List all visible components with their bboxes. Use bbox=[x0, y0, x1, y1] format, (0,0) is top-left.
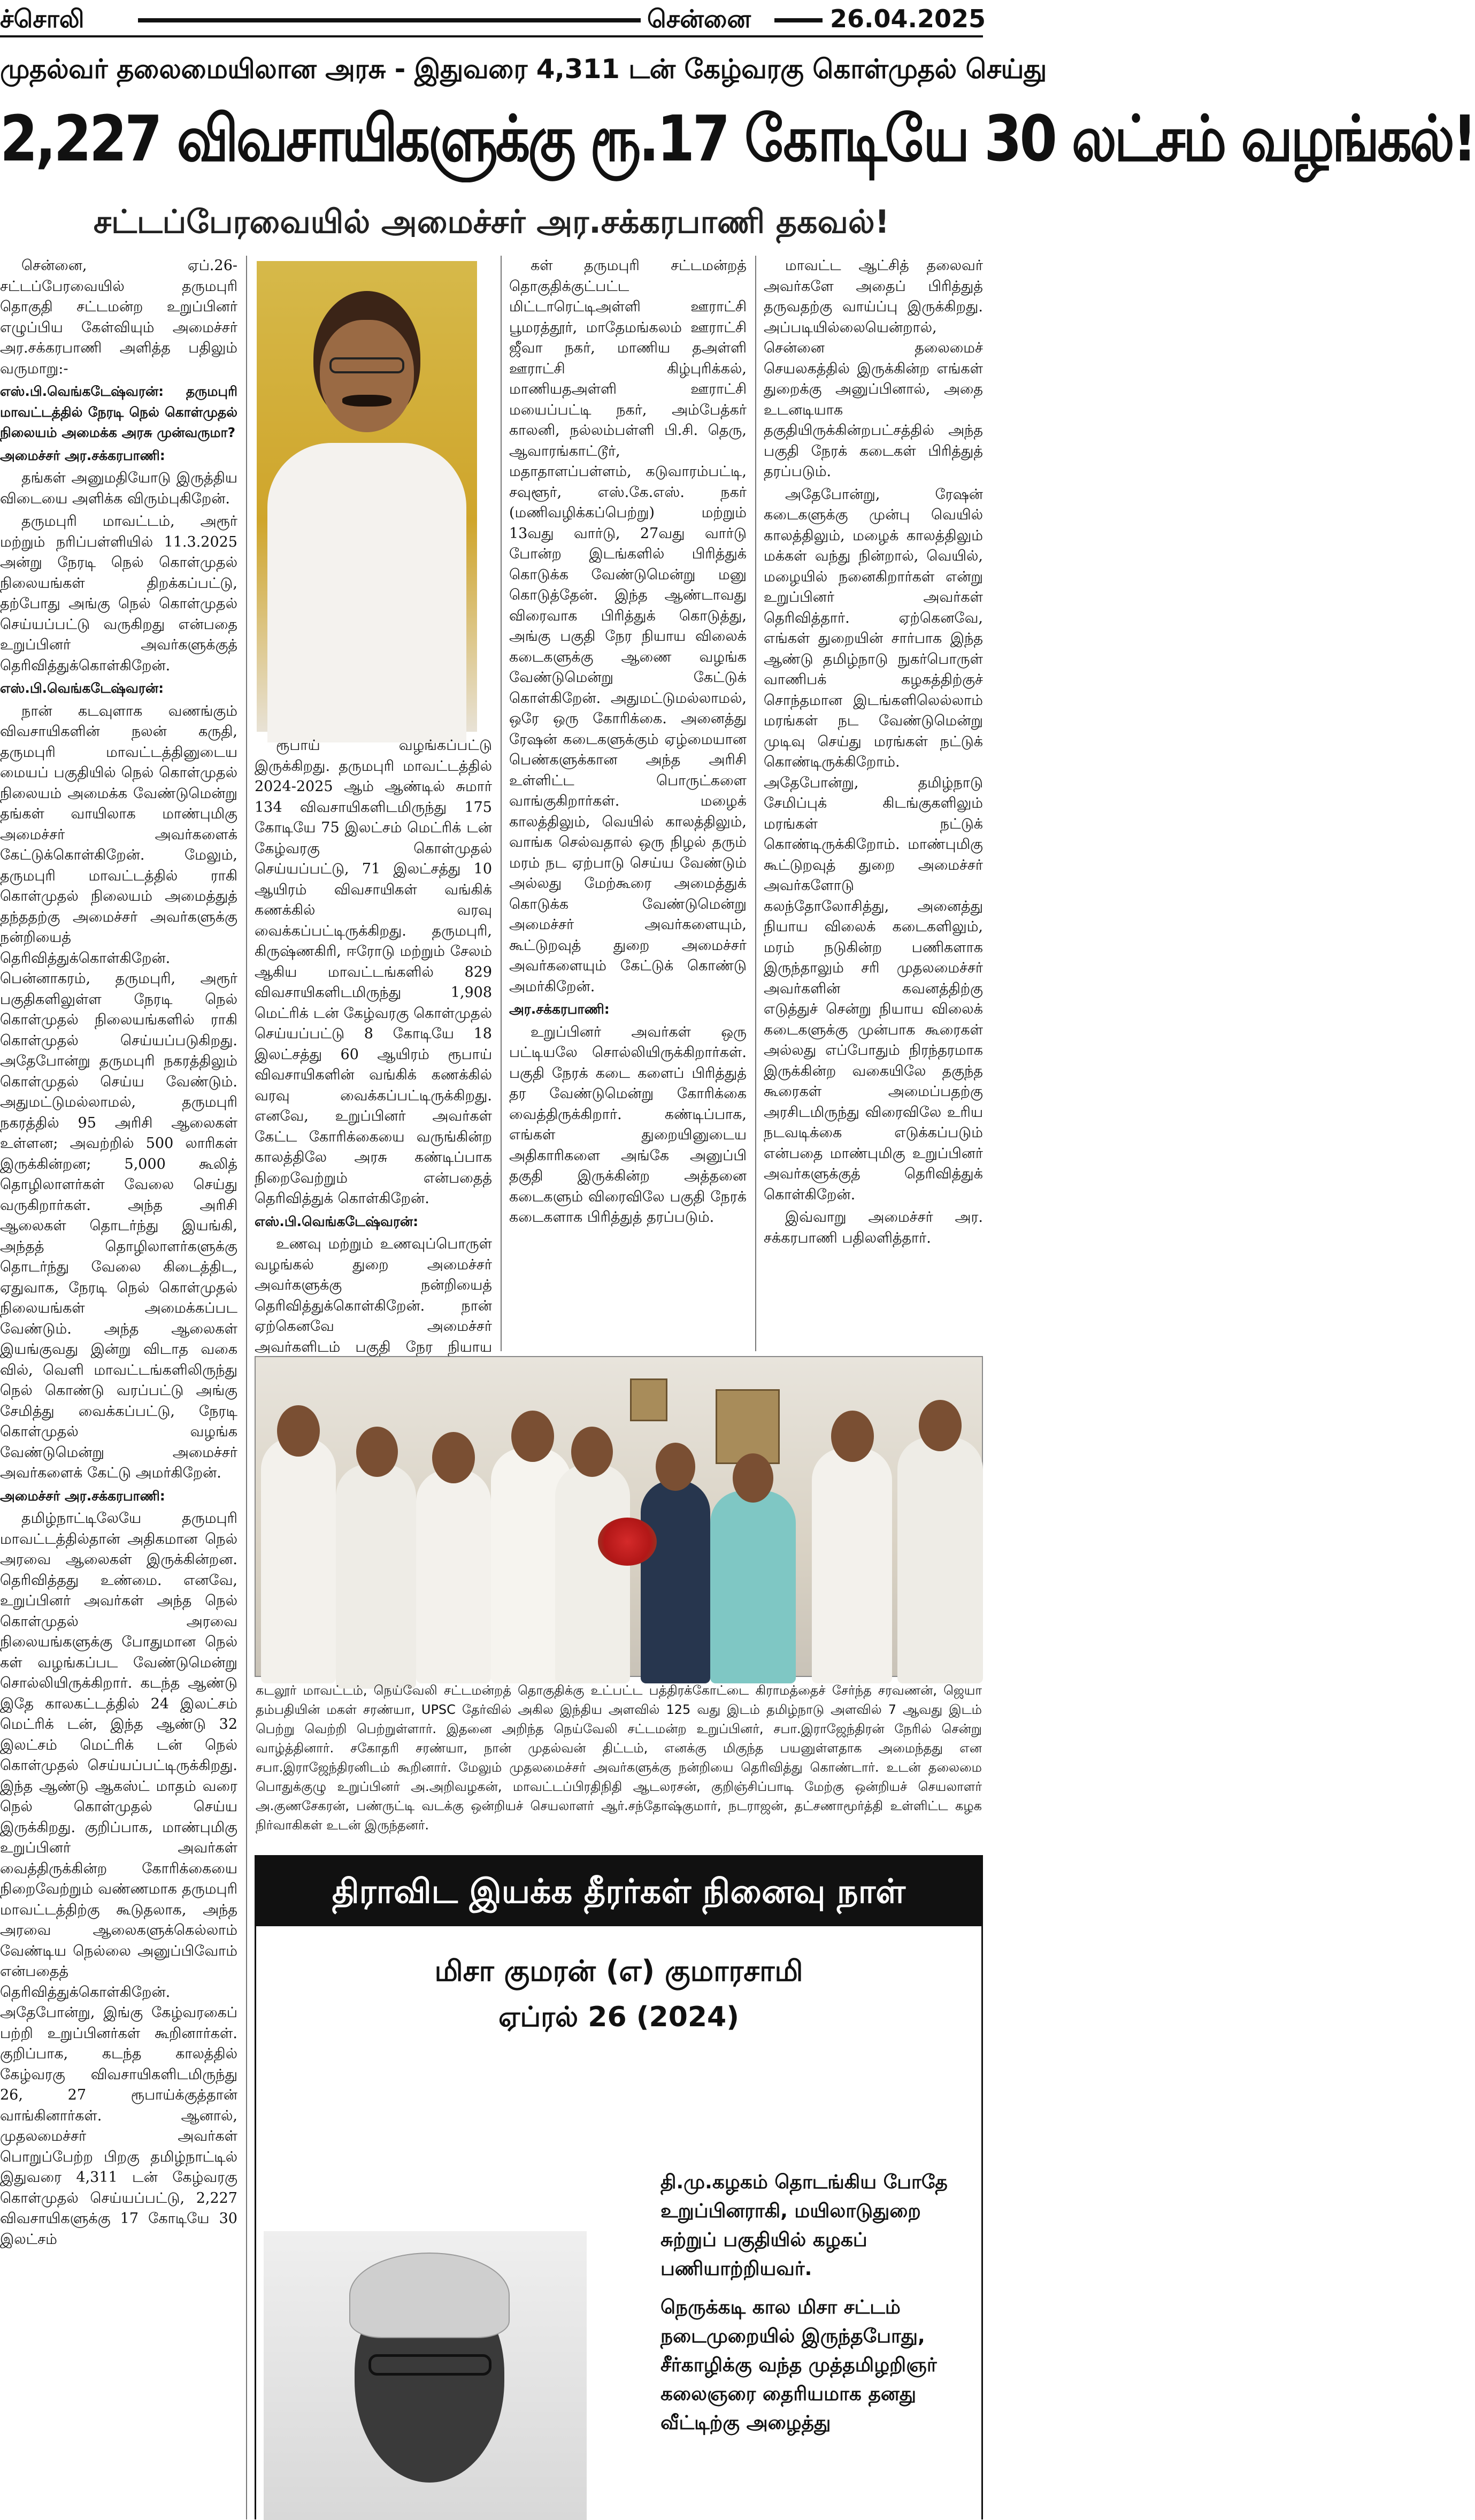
edition-city: சென்னை bbox=[647, 4, 751, 33]
bio-paragraph: நெருக்கடி கால மிசா சட்டம் நடைமுறையில் இருந்தபோது, சீர்காழிக்கு வந்த முத்தமிழறிஞர் கலைஞரை தைரியமாக தனது வீட்டிற்கு அழைத்து bbox=[660, 2296, 937, 2434]
speaker-line: அமைச்சர் அர.சக்கரபாணி: bbox=[0, 1488, 165, 1504]
flower-bouquet bbox=[598, 1518, 657, 1566]
remembered-person-photo bbox=[264, 2231, 587, 2520]
portrait-face bbox=[320, 320, 414, 432]
article-paragraph: ரூபாய் வழங்கப்பட்டு இருக்கிறது. தருமபுரி மாவட்டத்தில் 2024-2025 ஆம் ஆண்டில் சுமார் 134 விவசாயிகளிடமிருந்து 175 கோடியே 75 இலட்சம் மெட்ரிக் டன் கேழ்வரகு கொள்முதல் செய்யப்பட்டு, 71 இலட்சத்து 10 ஆயிரம் விவசாயிகள் வங்கிக் கணக்கில் வரவு வைக்கப்பட்டிருக்கிறது. தருமபுரி, கிருஷ்ணகிரி, ஈரோடு மற்றும் சேலம் ஆகிய மாவட்டங்களில் 829 விவசாயிகளிடமிருந்து 1,908 மெட்ரிக் டன் கேழ்வரகு கொள்முதல் செய்யப்பட்டு 8 கோடியே 18 இலட்சத்து 60 ஆயிரம் ரூபாய் விவசாயிகளின் வங்கிக் கணக்கில் வரவு வைக்கப்பட்டிருக்கிறது. எனவே, உறுப்பினர் அவர்கள் கேட்ட கோரிக்கையை வருங்கின்ற காலத்திலே அரசு கண்டிப்பாக நிறைவேற்றும் என்பதைத் தெரிவித்துக் கொள்கிறேன். bbox=[255, 737, 492, 1207]
article-column-3 bbox=[509, 256, 747, 1351]
article-column-1 bbox=[0, 256, 237, 2519]
remembrance-box bbox=[255, 1855, 983, 2519]
person-head bbox=[733, 1453, 773, 1503]
bio-paragraph: தி.மு.கழகம் தொடங்கிய போதே உறுப்பினராகி, மயிலாடுதுறை சுற்றுப் பகுதியில் கழகப் பணியாற்றியவர். bbox=[660, 2171, 948, 2280]
kicker-line: முதல்வர் தலைமையிலான அரசு - இதுவரை 4,311 டன் கேழ்வரகு கொள்முதல் செய்து bbox=[0, 53, 1047, 85]
person bbox=[897, 1437, 983, 1683]
person-head bbox=[432, 1432, 475, 1483]
person bbox=[812, 1448, 892, 1683]
person bbox=[641, 1480, 710, 1683]
person-head bbox=[656, 1443, 695, 1491]
remembrance-bio bbox=[660, 2168, 971, 2447]
masthead bbox=[0, 0, 986, 37]
person-head bbox=[356, 1427, 398, 1477]
remembrance-banner: திராவிட இயக்க தீரர்கள் நினைவு நாள் bbox=[256, 1857, 981, 1926]
speaker-line: எஸ்.பி.வெங்கடேஷ்வரன்: bbox=[255, 1213, 419, 1229]
remembrance-date: ஏப்ரல் 26 (2024) bbox=[498, 2001, 740, 2033]
photo-glasses bbox=[368, 2354, 491, 2376]
article-paragraph: தருமபுரி மாவட்டம், அரூர் மற்றும் நரிப்பள்ளியில் 11.3.2025 அன்று நேரடி நெல் கொள்முதல் நிலையங்கள் திறக்கப்பட்டு, தற்போது அங்கு நெல் கொள்முதல் செய்யப்பட்டு வருகிறது என்பதை உறுப்பினர் அவர்களுக்குத் தெரிவித்துக்கொள்கிறேன். bbox=[0, 513, 237, 674]
group-photo bbox=[255, 1356, 983, 1677]
minister-portrait bbox=[257, 261, 477, 732]
person bbox=[336, 1464, 416, 1689]
person bbox=[710, 1491, 796, 1683]
person-head bbox=[511, 1411, 554, 1462]
person-head bbox=[831, 1411, 874, 1462]
column-divider bbox=[246, 256, 247, 2519]
article-paragraph: அதேபோன்று, ரேஷன் கடைகளுக்கு முன்பு வெயில் காலத்திலும், மழைக் காலத்திலும் மக்கள் வந்து நின்றால், வெயில், மழையில் நனைகிறார்கள் என்று உறுப்பினர் அவர்கள் தெரிவித்தார். ஏற்கெனவே, எங்கள் துறையின் சார்பாக இந்த ஆண்டு தமிழ்நாடு நுகர்பொருள் வாணிபக் கழகத்திற்குச் சொந்தமான இடங்களிலெல்லாம் மரங்கள் நட வேண்டுமென்று முடிவு செய்து மரங்கள் நட்டுக் கொண்டிருக்கிறோம். அதேபோன்று, தமிழ்நாடு சேமிப்புக் கிடங்குகளிலும் மரங்கள் நட்டுக் கொண்டிருக்கிறோம். மாண்புமிகு கூட்டுறவுத் துறை அமைச்சர் அவர்களோடு கலந்தோலோசித்து, அனைத்து நியாய விலைக் கடைகளிலும், மரம் நடுகின்ற பணிகளாக இருந்தாலும் சரி முதலமைச்சர் அவர்களின் கவனத்திற்கு எடுத்துச் சென்று நியாய விலைக் கடைகளுக்கு முன்பாக கூரைகள் அல்லது எப்போதும் நிரந்தரமாக இருக்கின்ற வகையிலே தகுந்த கூரைகள் அமைப்பதற்கு அரசிடமிருந்து விரைவிலே உரிய நடவடிக்கை எடுக்கப்படும் என்பதை மாண்புமிகு உறுப்பினர் அவர்களுக்குத் தெரிவித்துக் கொள்கிறேன். bbox=[764, 486, 983, 1203]
article-paragraph: மாவட்ட ஆட்சித் தலைவர் அவர்களே அதைப் பிரித்துத் தருவதற்கு வாய்ப்பு இருக்கிறது. அப்படியில்லையென்றால், சென்னை தலைமைச் செயலகத்தில் இருக்கின்ற எங்கள் துறைக்கு அனுப்பினால், அதை உடனடியாக தகுதியிருக்கின்றபட்சத்தில் அந்த பகுதி நேரக் கடைகள் பிரித்துத் தரப்படும். bbox=[764, 257, 983, 480]
portrait-glasses bbox=[329, 357, 404, 373]
article-paragraph: நான் கடவுளாக வணங்கும் விவசாயிகளின் நலன் கருதி, தருமபுரி மாவட்டத்தினுடைய மையப் பகுதியில் நெல் கொள்முதல் நிலையம் அமைக்க வேண்டுமென்று தங்கள் வாயிலாக மாண்புமிகு அமைச்சர் அவர்களைக் கேட்டுக்கொள்கிறேன். மேலும், தருமபுரி மாவட்டத்தில் ராகி கொள்முதல் நிலையம் அமைத்துத் தந்ததற்கு அமைச்சர் அவர்களுக்கு நன்றியைத் தெரிவித்துக்கொள்கிறேன். பென்னாகரம், தருமபுரி, அரூர் பகுதிகளிலுள்ள நேரடி நெல் கொள்முதல் நிலையங்களில் ராகி கொள்முதல் செய்யப்படுகிறது. அதேபோன்று தருமபுரி நகரத்திலும் கொள்முதல் செய்ய வேண்டும். அதுமட்டுமல்லாமல், தருமபுரி நகரத்தில் 95 அரிசி ஆலைகள் உள்ளன; அவற்றில் 500 லாரிகள் இருக்கின்றன; 5,000 கூலித் தொழிலாளர்கள் வேலை செய்து வருகிறார்கள். அந்த அரிசி ஆலைகள் தொடர்ந்து இயங்கி, அந்தத் தொழிலாளர்களுக்கு தொடர்ந்து வேலை கிடைத்திட, ஏதுவாக, நேரடி நெல் கொள்முதல் நிலையங்கள் அமைக்கப்பட வேண்டும். அந்த ஆலைகள் இயங்குவது இன்று விடாத வகை வில், வெளி மாவட்டங்களிலிருந்து நெல் கொண்டு வரப்பட்டு அங்கு சேமித்து வைக்கப்பட்டு, நேரடி கொள்முதல் வழங்க வேண்டுமென்று அமைச்சர் அவர்களைக் கேட்டு அமர்கிறேன். bbox=[0, 702, 237, 1481]
person bbox=[261, 1437, 336, 1683]
masthead-rule-right bbox=[774, 18, 823, 22]
masthead-rule bbox=[138, 18, 641, 22]
main-headline: 2,227 விவசாயிகளுக்கு ரூ.17 கோடியே 30 லட்சம் வழங்கல்! bbox=[0, 102, 1475, 175]
article-paragraph: தங்கள் அனுமதியோடு இருத்திய விடையை அளிக்க விரும்புகிறேன். bbox=[0, 470, 237, 507]
article-paragraph: உணவு மற்றும் உணவுப்பொருள் வழங்கல் துறை அமைச்சர் அவர்களுக்கு நன்றியைத் தெரிவித்துக்கொள்கிறேன். நான் ஏற்கெனவே அமைச்சர் அவர்களிடம் பகுதி நேர நியாய bbox=[255, 1236, 492, 1355]
remembered-person-name: மிசா குமரன் (எ) குமாரசாமி bbox=[434, 1954, 803, 1988]
column-divider bbox=[501, 256, 502, 1351]
photo-hair bbox=[349, 2253, 510, 2338]
article-paragraph: கள் தருமபுரி சட்டமன்றத் தொகுதிக்குட்பட்ட மிட்டாரெட்டிஅள்ளி ஊராட்சி பூமரத்தூர், மாதேமங்கலம் ஊராட்சி ஜீவா நகர், மாணிய தஅள்ளி ஊராட்சி கிழ்புரிக்கல், மாணியதஅள்ளி ஊராட்சி மயைப்பட்டி நகர், அம்பேத்கர் காலனி, நல்லம்பள்ளி பி.சி. தெரு, ஆவாரங்காட்டூர், மதாதாளப்பள்ளம், கடுவாரம்பட்டி, சவுளூர், எஸ்.கே.எஸ். நகர் (மணிவழிக்கப்பெற்று) மற்றும் 13வது வார்டு, 27வது வார்டு போன்ற இடங்களில் பிரித்துக் கொடுக்க வேண்டுமென்று மனு கொடுத்தேன். இந்த ஆண்டாவது விரைவாக பிரித்துக் கொடுத்து, அங்கு பகுதி நேர நியாய விலைக் கடைகளுக்கு ஆணை வழங்க வேண்டுமென்று கேட்டுக் கொள்கிறேன். அதுமட்டுமல்லாமல், ஒரே ஒரு கோரிக்கை. அனைத்து ரேஷன் கடைகளுக்கும் ஏழ்மையான பெண்களுக்கான அந்த அரிசி உள்ளிட்ட பொருட்களை வாங்குகிறார்கள். மழைக் காலத்திலும், வெயில் காலத்திலும், வாங்க செல்வதால் ஒரு நிழல் தரும் மரம் நட ஏற்பாடு செய்ய வேண்டும் அல்லது மேற்கூரை அமைத்துக் கொடுக்க வேண்டுமென்று அமைச்சர் அவர்களையும், கூட்டுறவுத் துறை அமைச்சர் அவர்களையும் கேட்டுக் கொண்டு அமர்கிறேன். bbox=[509, 257, 747, 995]
article-paragraph: இவ்வாறு அமைச்சர் அர. சக்கரபாணி பதிலளித்தார். bbox=[764, 1209, 983, 1246]
masthead-underline bbox=[0, 35, 983, 37]
speaker-line: எஸ்.பி.வெங்கடேஷ்வரன்: தருமபுரி மாவட்டத்தில் நேரடி நெல் கொள்முதல் நிலையம் அமைக்க அரசு முன்வருமா? bbox=[0, 384, 237, 440]
person bbox=[555, 1464, 630, 1683]
speaker-line: அர.சக்கரபாணி: bbox=[509, 1001, 610, 1017]
article-paragraph: சென்னை, ஏப்.26- சட்டப்பேரவையில் தருமபுரி தொகுதி சட்டமன்ற உறுப்பினர் எழுப்பிய கேள்வியும் அமைச்சர் அர.சக்கரபாணி அளித்த பதிலும் வருமாறு:- bbox=[0, 257, 237, 377]
speaker-line: அமைச்சர் அர.சக்கரபாணி: bbox=[0, 447, 165, 463]
article-column-2 bbox=[255, 736, 492, 1355]
portrait-moustache bbox=[342, 395, 391, 407]
column-divider bbox=[755, 256, 756, 1351]
person-head bbox=[919, 1400, 962, 1451]
photo-caption: கடலூர் மாவட்டம், நெய்வேலி சட்டமன்றத் தொகுதிக்கு உட்பட்ட பத்திரக்கோட்டை கிராமத்தைச் சேர்ந்த சரவணன், ஜெயா தம்பதியின் மகள் சரண்யா, UPSC தேர்வில் அகில இந்திய அளவில் 125 வது இடம் தமிழ்நாடு அளவில் 7 ஆவது இடம் பெற்று வெற்றி பெற்றுள்ளார். இதனை அறிந்த நெய்வேலி சட்டமன்ற உறுப்பினர், சபா.இராஜேந்திரன் நேரில் சென்று வாழ்த்தினார். சகோதரி சரண்யா, நான் முதல்வன் திட்டம், எனக்கு மிகுந்த பயனுள்ளதாக அமைந்தது என சபா.இராஜேந்திரனிடம் கூறினார். மேலும் முதலமைச்சர் அவர்களுக்கு நன்றியை தெரிவித்து கொண்டார். உடன் தலைமை பொதுக்குழு உறுப்பினர் அ.அறிவழகன், மாவட்டப்பிரதிநிதி ஆடலரசன், குறிஞ்சிப்பாடி மேற்கு ஒன்றியச் செயலாளர் அ.குணசேகரன், பண்ருட்டி வடக்கு ஒன்றியச் செயலாளர் ஆர்.சந்தோஷ்குமார், நடராஜன், தட்சணாமூர்த்தி உள்ளிட்ட கழக நிர்வாகிகள் உடன் இருந்தனர். bbox=[256, 1683, 982, 1833]
article-paragraph: தமிழ்நாட்டிலேயே தருமபுரி மாவட்டத்தில்தான் அதிகமான நெல் அரவை ஆலைகள் இருக்கின்றன. தெரிவித்தது உண்மை. எனவே, உறுப்பினர் அவர்கள் அந்த நெல் கொள்முதல் அரவை நிலையங்களுக்கு போதுமான நெல் கள் வழங்கப்பட வேண்டுமென்று சொல்லியிருக்கிறார். கடந்த ஆண்டு இதே காலகட்டத்தில் 24 இலட்சம் மெட்ரிக் டன், இந்த ஆண்டு 32 இலட்சம் மெட்ரிக் டன் நெல் கொள்முதல் செய்யப்பட்டிருக்கிறது. இந்த ஆண்டு ஆகஸ்ட் மாதம் வரை நெல் கொள்முதல் செய்ய இருக்கிறது. குறிப்பாக, மாண்புமிகு உறுப்பினர் அவர்கள் வைத்திருக்கின்ற கோரிக்கையை நிறைவேற்றும் வண்ணமாக தருமபுரி மாவட்டத்திற்கு கூடுதலாக, அந்த அரவை ஆலைகளுக்கெல்லாம் வேண்டிய நெல்லை அனுப்பிவோம் என்பதைத் தெரிவித்துக்கொள்கிறேன். அதேபோன்று, இங்கு கேழ்வரகைப் பற்றி உறுப்பினர்கள் கூறினார்கள். குறிப்பாக, கடந்த காலத்தில் கேழ்வரகு விவசாயிகளிடமிருந்து 26, 27 ரூபாய்க்குத்தான் வாங்கினார்கள். ஆனால், முதலமைச்சர் அவர்கள் பொறுப்பேற்ற பிறகு தமிழ்நாட்டில் இதுவரை 4,311 டன் கேழ்வரகு கொள்முதல் செய்யப்பட்டு, 2,227 விவசாயிகளுக்கு 17 கோடியே 30 இலட்சம் bbox=[0, 1510, 237, 2248]
wall-frame bbox=[630, 1378, 667, 1421]
person-head bbox=[277, 1405, 320, 1457]
sub-headline: சட்டப்பேரவையில் அமைச்சர் அர.சக்கரபாணி தகவல்! bbox=[93, 203, 890, 241]
article-paragraph: உறுப்பினர் அவர்கள் ஒரு பட்டியலே சொல்லியிருக்கிறார்கள். பகுதி நேரக் கடை களைப் பிரித்துத் தர வேண்டுமென்று கோரிக்கை வைத்திருக்கிறார். கண்டிப்பாக, எங்கள் துறையினுடைய அதிகாரிகளை அங்கே அனுப்பி தகுதி இருக்கின்ற அத்தனை கடைகளும் விரைவிலே பகுதி நேரக் கடைகளாக பிரித்துத் தரப்படும். bbox=[509, 1023, 747, 1225]
paper-name: ச்சொலி bbox=[0, 4, 84, 33]
portrait-shirt bbox=[267, 443, 466, 742]
edition-date: 26.04.2025 bbox=[830, 4, 986, 33]
wall-frame bbox=[716, 1389, 780, 1464]
article-column-4 bbox=[764, 256, 983, 1351]
speaker-line: எஸ்.பி.வெங்கடேஷ்வரன்: bbox=[0, 680, 164, 696]
person-head bbox=[571, 1427, 613, 1477]
person bbox=[416, 1469, 491, 1683]
